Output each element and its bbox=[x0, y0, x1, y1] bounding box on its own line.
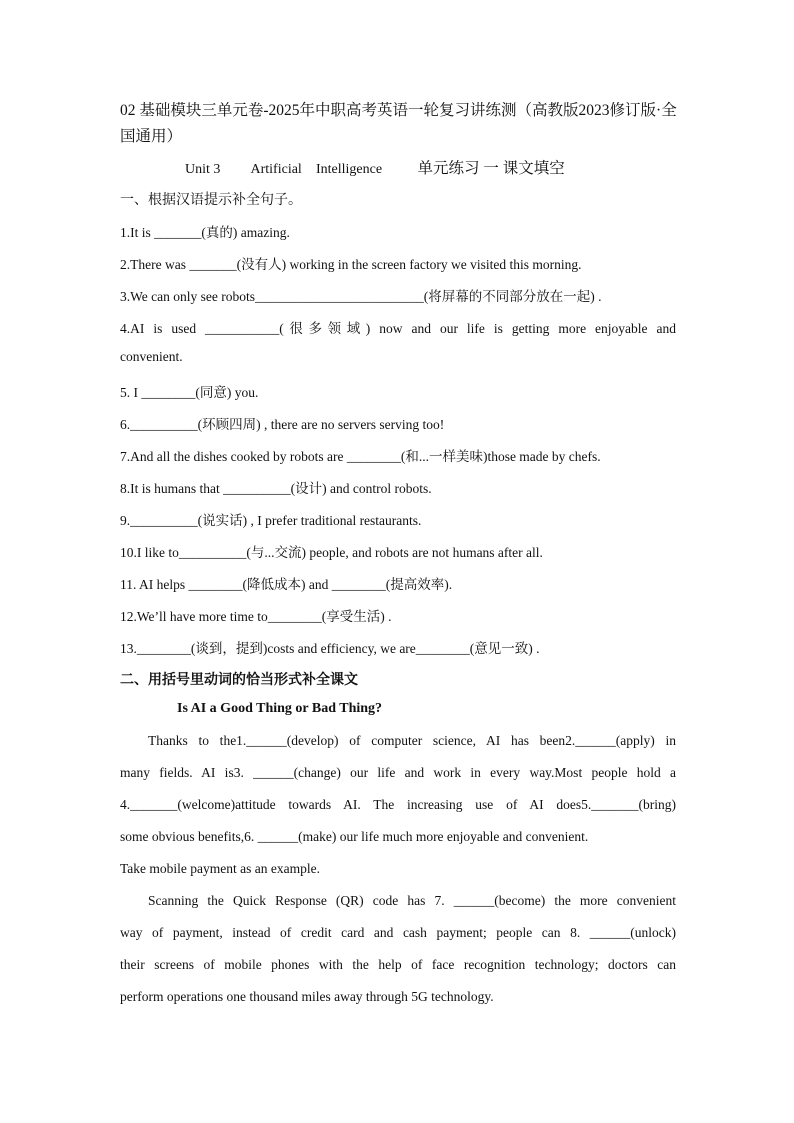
section-2-heading: 二、用括号里动词的恰当形式补全课文 bbox=[120, 673, 358, 688]
essay-line: Take mobile payment as an example. bbox=[120, 861, 320, 876]
sentence-11: 11. AI helps ________(降低成本) and ________(提高效率). bbox=[120, 577, 453, 592]
sentence-4: 4.AI is used ___________(很多领域) now and our life is getting more enjoyable and bbox=[120, 321, 676, 336]
sentence-2: 2.There was _______(没有人) working in the screen factory we visited this morning. bbox=[120, 257, 582, 272]
essay-line: perform operations one thousand miles away through 5G technology. bbox=[120, 989, 494, 1004]
sentence-8: 8.It is humans that __________(设计) and control robots. bbox=[120, 481, 432, 496]
document-title: 02 基础模块三单元卷-2025年中职高考英语一轮复习讲练测（高教版2023修订版·全国通用） bbox=[120, 102, 677, 145]
sentence-1: 1.It is _______(真的) amazing. bbox=[120, 225, 290, 240]
essay-line: Scanning the Quick Response (QR) code has 7. ______(become) the more convenient bbox=[148, 893, 676, 908]
essay-line: 4._______(welcome)attitude towards AI. The increasing use of AI does5._______(bring) bbox=[120, 797, 676, 812]
section-1-heading: 一、根据汉语提示补全句子。 bbox=[120, 193, 302, 208]
essay-line: many fields. AI is3. ______(change) our life and work in every way.Most people hold a bbox=[120, 765, 676, 780]
sentence-13: 13.________(谈到，提到)costs and efficiency, we are________(意见一致) . bbox=[120, 641, 540, 656]
unit-exercise-label: 单元练习 一 课文填空 bbox=[417, 160, 565, 177]
sentence-3: 3.We can only see robots_________________________(将屏幕的不同部分放在一起) . bbox=[120, 289, 602, 304]
essay-line: Thanks to the1.______(develop) of computer science, AI has been2.______(apply) in bbox=[148, 733, 676, 748]
sentence-4-continued: convenient. bbox=[120, 349, 183, 364]
unit-word-artificial: Artificial bbox=[250, 162, 302, 177]
sentence-7: 7.And all the dishes cooked by robots are ________(和...一样美味)those made by chefs. bbox=[120, 449, 601, 464]
essay-line: their screens of mobile phones with the help of face recognition technology; doctors can bbox=[120, 957, 676, 972]
sentence-10: 10.I like to__________(与...交流) people, and robots are not humans after all. bbox=[120, 545, 543, 560]
essay-line: some obvious benefits,6. ______(make) our life much more enjoyable and convenient. bbox=[120, 829, 589, 844]
essay-line: way of payment, instead of credit card and cash payment; people can 8. ______(unlock) bbox=[120, 925, 676, 940]
essay-title: Is AI a Good Thing or Bad Thing? bbox=[177, 701, 383, 716]
sentence-5: 5. I ________(同意) you. bbox=[120, 385, 259, 400]
unit-heading bbox=[185, 156, 565, 178]
unit-word-intelligence: Intelligence bbox=[316, 162, 383, 177]
sentence-9: 9.__________(说实话) , I prefer traditional restaurants. bbox=[120, 513, 422, 528]
sentence-12: 12.We’ll have more time to________(享受生活) . bbox=[120, 609, 392, 624]
unit-number: Unit 3 bbox=[185, 162, 221, 177]
sentence-6: 6.__________(环顾四周) , there are no servers serving too! bbox=[120, 417, 445, 432]
